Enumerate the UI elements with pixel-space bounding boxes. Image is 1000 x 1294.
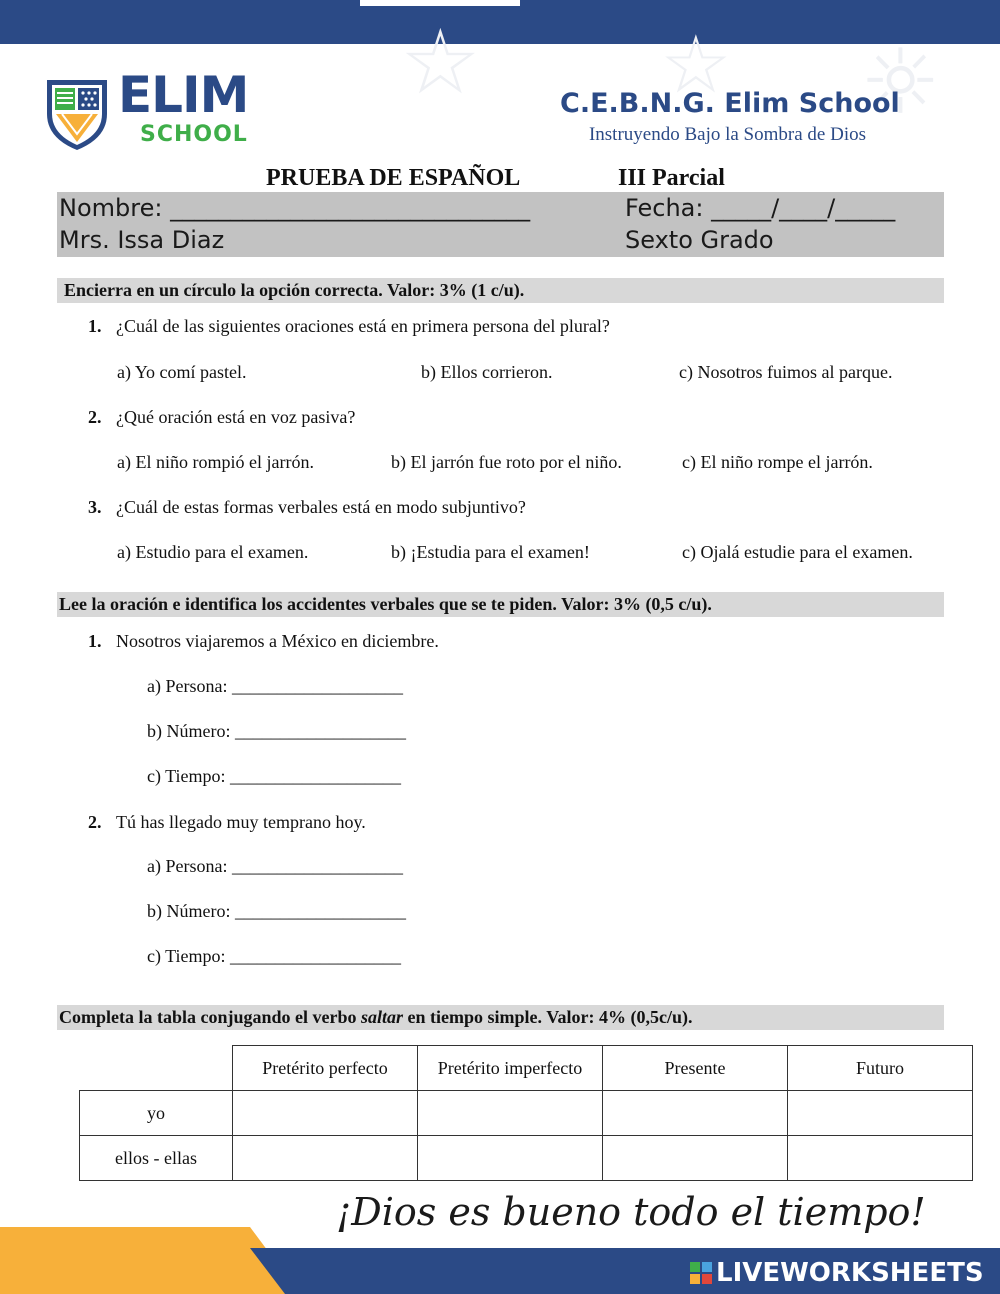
s1-numero-field[interactable]: b) Número: ___________________ — [147, 721, 406, 741]
exam-term: III Parcial — [618, 165, 725, 191]
top-banner — [0, 0, 1000, 44]
section3-instruction — [57, 1005, 944, 1030]
column-header: Pretérito imperfecto — [418, 1046, 603, 1091]
q1-option-a[interactable]: a) Yo comí pastel. — [117, 362, 247, 382]
table-header-row — [80, 1046, 973, 1091]
column-header: Presente — [603, 1046, 788, 1091]
q3-option-b[interactable]: b) ¡Estudia para el examen! — [391, 542, 590, 562]
answer-cell[interactable] — [418, 1136, 603, 1181]
lightbulb-decoration-icon: ☼ — [860, 30, 941, 135]
question-number: 3. — [88, 497, 102, 517]
name-field[interactable]: Nombre: ______________________________ — [59, 194, 531, 222]
s1-persona-field[interactable]: a) Persona: ___________________ — [147, 676, 403, 696]
logo-wordmark: ELIM — [118, 66, 249, 124]
q2-option-c[interactable]: c) El niño rompe el jarrón. — [682, 452, 873, 472]
question-2 — [88, 407, 355, 428]
logo-subtitle: SCHOOL — [140, 122, 248, 147]
row-header: yo — [80, 1091, 233, 1136]
section2-instruction: Lee la oración e identifica los accidentes verbales que se te piden. Valor: 3% (0,5 c/u). — [57, 592, 944, 617]
s2-numero-field[interactable]: b) Número: ___________________ — [147, 901, 406, 921]
question-text: ¿Qué oración está en voz pasiva? — [116, 407, 356, 427]
sentence-text: Tú has llegado muy temprano hoy. — [116, 812, 366, 832]
answer-cell[interactable] — [233, 1136, 418, 1181]
star-decoration-icon: ☆ — [400, 10, 481, 115]
student-info-box — [57, 192, 944, 257]
answer-cell[interactable] — [788, 1136, 973, 1181]
instruction-text: Completa la tabla conjugando el verbo — [59, 1007, 362, 1027]
sentence-1 — [88, 631, 439, 652]
q2-option-a[interactable]: a) El niño rompió el jarrón. — [117, 452, 314, 472]
answer-cell[interactable] — [603, 1091, 788, 1136]
q3-option-a[interactable]: a) Estudio para el examen. — [117, 542, 309, 562]
answer-cell[interactable] — [418, 1091, 603, 1136]
answer-cell[interactable] — [788, 1091, 973, 1136]
answer-cell[interactable] — [603, 1136, 788, 1181]
exam-title: PRUEBA DE ESPAÑOL — [266, 165, 521, 191]
question-number: 2. — [88, 407, 102, 427]
column-header: Pretérito perfecto — [233, 1046, 418, 1091]
footer-slogan: ¡Dios es bueno todo el tiempo! — [336, 1190, 926, 1234]
question-number: 1. — [88, 316, 102, 336]
table-corner — [80, 1046, 233, 1091]
q1-option-c[interactable]: c) Nosotros fuimos al parque. — [679, 362, 893, 382]
s2-tiempo-field[interactable]: c) Tiempo: ___________________ — [147, 946, 402, 966]
brand-name: LIVEWORKSHEETS — [716, 1258, 984, 1288]
school-name: C.E.B.N.G. Elim School — [560, 88, 900, 119]
school-motto: Instruyendo Bajo la Sombra de Dios — [588, 124, 866, 145]
sentence-text: Nosotros viajaremos a México en diciembre. — [116, 631, 439, 651]
liveworksheets-logo-icon — [690, 1262, 712, 1284]
q3-option-c[interactable]: c) Ojalá estudie para el examen. — [682, 542, 913, 562]
question-text: ¿Cuál de las siguientes oraciones está en primera persona del plural? — [116, 316, 610, 336]
column-header: Futuro — [788, 1046, 973, 1091]
sentence-number: 2. — [88, 812, 102, 832]
s2-persona-field[interactable]: a) Persona: ___________________ — [147, 856, 403, 876]
table-row — [80, 1136, 973, 1181]
question-text: ¿Cuál de estas formas verbales está en modo subjuntivo? — [116, 497, 526, 517]
school-shield-logo-icon — [44, 76, 110, 152]
conjugation-table — [79, 1045, 973, 1181]
section1-instruction: Encierra en un círculo la opción correcta. Valor: 3% (1 c/u). — [57, 278, 944, 303]
instruction-text: en tiempo simple. Valor: 4% (0,5c/u). — [403, 1007, 693, 1027]
q2-option-b[interactable]: b) El jarrón fue roto por el niño. — [391, 452, 622, 472]
footer-orange-band — [0, 1227, 300, 1294]
grade-label: Sexto Grado — [625, 226, 774, 254]
date-field[interactable]: Fecha: _____/____/_____ — [625, 194, 896, 222]
sentence-number: 1. — [88, 631, 102, 651]
row-header: ellos - ellas — [80, 1136, 233, 1181]
q1-option-b[interactable]: b) Ellos corrieron. — [421, 362, 553, 382]
question-3 — [88, 497, 526, 518]
top-banner-notch — [360, 0, 520, 6]
answer-cell[interactable] — [233, 1091, 418, 1136]
question-1 — [88, 316, 610, 337]
table-row — [80, 1091, 973, 1136]
s1-tiempo-field[interactable]: c) Tiempo: ___________________ — [147, 766, 402, 786]
teacher-name: Mrs. Issa Diaz — [59, 226, 225, 254]
verb-name: saltar — [361, 1007, 404, 1027]
sentence-2 — [88, 812, 366, 833]
star-decoration-icon: ☆ — [660, 18, 732, 111]
liveworksheets-brand[interactable] — [690, 1258, 984, 1288]
